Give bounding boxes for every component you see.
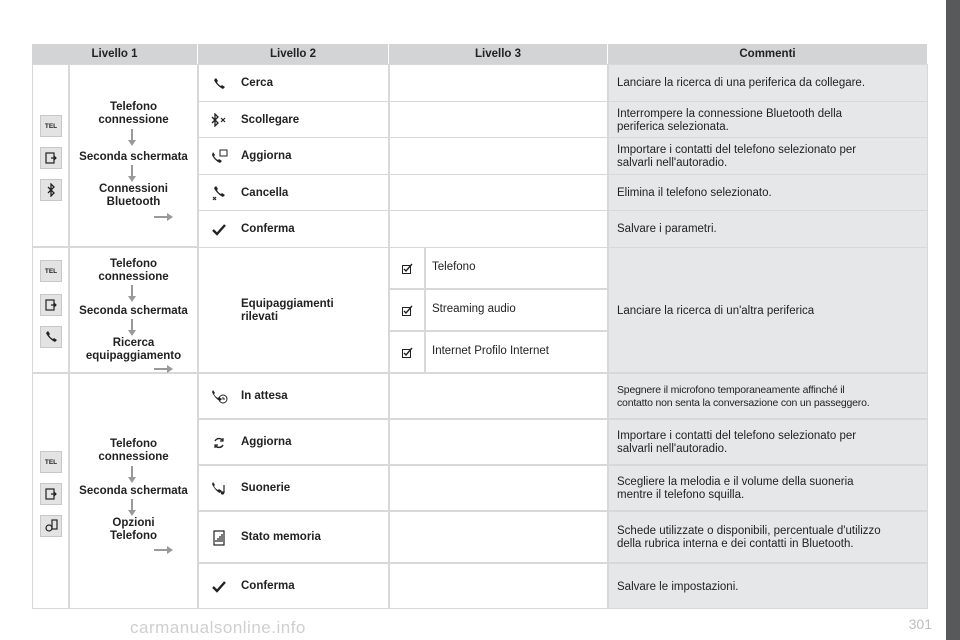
arrow-down-icon — [127, 466, 137, 484]
arrow-right-icon — [154, 365, 174, 373]
checkbox-icon[interactable] — [390, 290, 424, 330]
delete-phone-icon — [205, 175, 233, 212]
checkbox-icon[interactable] — [390, 332, 424, 372]
second-screen-icon — [40, 483, 62, 505]
arrow-down-icon — [127, 319, 137, 337]
level2-row — [198, 465, 389, 511]
nav-column-1 — [69, 64, 198, 247]
ringtone-icon — [205, 466, 233, 512]
search-phone-icon — [40, 326, 62, 348]
level2-row — [198, 373, 389, 419]
level3-empty — [389, 465, 608, 511]
settings-table — [32, 44, 928, 609]
checkbox-icon[interactable] — [390, 248, 424, 288]
level2-label: Cerca — [241, 77, 273, 89]
bluetooth-disconnect-icon — [205, 102, 233, 139]
checkbox-cell — [389, 247, 425, 289]
option-cell[interactable] — [425, 289, 608, 331]
comment-text: Importare i contatti del telefono selezionato per salvarli nell'autoradio. — [617, 430, 857, 455]
comment-cell — [608, 419, 928, 465]
contacts-update-icon — [205, 138, 233, 175]
comment-cell — [608, 563, 928, 609]
level2-equipaggiamenti — [198, 247, 389, 373]
arrow-down-icon — [127, 129, 137, 147]
comment-text: Salvare i parametri. — [617, 223, 717, 236]
bluetooth-icon — [40, 179, 62, 201]
nav-connessioni-bluetooth: Connessioni Bluetooth — [98, 183, 168, 208]
refresh-icon — [205, 420, 233, 466]
comment-text: Schede utilizzate o disponibili, percentuale d'utilizzo della rubrica interna e dei contatti in Bluetooth. — [617, 525, 881, 550]
comment-text: Importare i contatti del telefono selezionato per salvarli nell'autoradio. — [617, 144, 857, 170]
nav-seconda-schermata: Seconda schermata — [79, 151, 188, 163]
comment-text: Lanciare la ricerca di una periferica da collegare. — [617, 77, 866, 89]
checkbox-cell — [389, 331, 425, 373]
header-level-2: Livello 2 — [198, 44, 389, 64]
nav-column-3 — [69, 373, 198, 609]
arrow-down-icon — [127, 285, 137, 303]
level2-label: In attesa — [241, 390, 288, 402]
level2-label: Conferma — [241, 223, 295, 236]
search-phone-icon — [205, 65, 233, 102]
comment-text: Interrompere la connessione Bluetooth della periferica selezionata. — [617, 107, 843, 133]
level2-row — [198, 64, 389, 102]
comment-cell — [608, 465, 928, 511]
comment-cell — [608, 210, 928, 248]
level2-row — [198, 419, 389, 465]
arrow-down-icon — [127, 165, 137, 183]
comment-text: Spegnere il microfono temporaneamente affinché il contatto non senta la conversazione con un passeggero. — [617, 384, 870, 409]
level2-row — [198, 137, 389, 175]
on-hold-icon — [205, 374, 233, 420]
level2-row — [198, 511, 389, 563]
level3-empty — [389, 64, 608, 102]
comment-text: Scegliere la melodia e il volume della suoneria mentre il telefono squilla. — [617, 476, 854, 501]
level3-empty — [389, 419, 608, 465]
comment-text: Lanciare la ricerca di un'altra periferica — [617, 305, 815, 317]
level2-row — [198, 563, 389, 609]
check-icon — [205, 564, 233, 610]
level2-label: Cancella — [241, 186, 289, 199]
level2-label: Aggiorna — [241, 150, 292, 163]
level3-empty — [389, 174, 608, 212]
comment-cell — [608, 64, 928, 102]
checkbox-cell — [389, 289, 425, 331]
nav-column-2 — [69, 247, 198, 373]
tel-icon: TEL — [40, 260, 62, 282]
arrow-right-icon — [154, 213, 174, 221]
arrow-down-icon — [127, 499, 137, 517]
page-edge-bar — [946, 0, 960, 640]
nav-seconda-schermata: Seconda schermata — [79, 485, 188, 497]
level2-row — [198, 101, 389, 139]
option-cell[interactable] — [425, 331, 608, 373]
tel-icon: TEL — [40, 451, 62, 473]
second-screen-icon — [40, 294, 62, 316]
nav-telefono-connessione: Telefono connessione — [98, 258, 169, 283]
level2-label: Aggiorna — [241, 436, 292, 448]
level2-label: Scollegare — [241, 113, 300, 126]
option-label: Streaming audio — [432, 303, 516, 315]
level2-label: Suonerie — [241, 482, 291, 494]
comment-cell — [608, 174, 928, 212]
option-cell[interactable] — [425, 247, 608, 289]
comment-cell — [608, 511, 928, 563]
arrow-right-icon — [154, 546, 174, 554]
nav-ricerca-equipaggiamento: Ricerca equipaggiamento — [85, 337, 182, 362]
nav-telefono-connessione: Telefono connessione — [98, 438, 169, 463]
icon-column-3 — [32, 373, 69, 609]
check-icon — [205, 211, 233, 248]
level3-empty — [389, 101, 608, 139]
comment-cell — [608, 373, 928, 419]
level2-row — [198, 210, 389, 248]
level3-empty — [389, 137, 608, 175]
nav-seconda-schermata: Seconda schermata — [79, 305, 188, 317]
level3-empty — [389, 563, 608, 609]
option-label: Internet Profilo Internet — [432, 345, 549, 357]
option-label: Telefono — [432, 261, 476, 273]
header-level-1: Livello 1 — [32, 44, 198, 64]
second-screen-icon — [40, 147, 62, 169]
comment-cell — [608, 137, 928, 175]
comment-text: Salvare le impostazioni. — [617, 581, 739, 593]
comment-text: Elimina il telefono selezionato. — [617, 186, 772, 199]
level3-empty — [389, 373, 608, 419]
header-comments: Commenti — [608, 44, 928, 64]
nav-opzioni-telefono: Opzioni Telefono — [109, 517, 158, 542]
phone-options-icon — [40, 515, 62, 537]
nav-telefono-connessione: Telefono connessione — [98, 101, 169, 126]
page-number: 301 — [908, 616, 932, 632]
equipaggiamenti-rilevati-label: Equipaggiamenti rilevati — [241, 298, 334, 323]
comment-cell — [608, 101, 928, 139]
icon-column-2 — [32, 247, 69, 373]
tel-icon: TEL — [40, 115, 62, 137]
icon-column-1 — [32, 64, 69, 247]
level3-empty — [389, 210, 608, 248]
comment-cell — [608, 247, 928, 373]
level2-row — [198, 174, 389, 212]
level2-label: Conferma — [241, 580, 295, 592]
memory-status-icon — [205, 512, 233, 564]
watermark: carmanualsonline.info — [130, 618, 306, 637]
level2-label: Stato memoria — [241, 531, 321, 543]
header-level-3: Livello 3 — [389, 44, 608, 64]
level3-empty — [389, 511, 608, 563]
